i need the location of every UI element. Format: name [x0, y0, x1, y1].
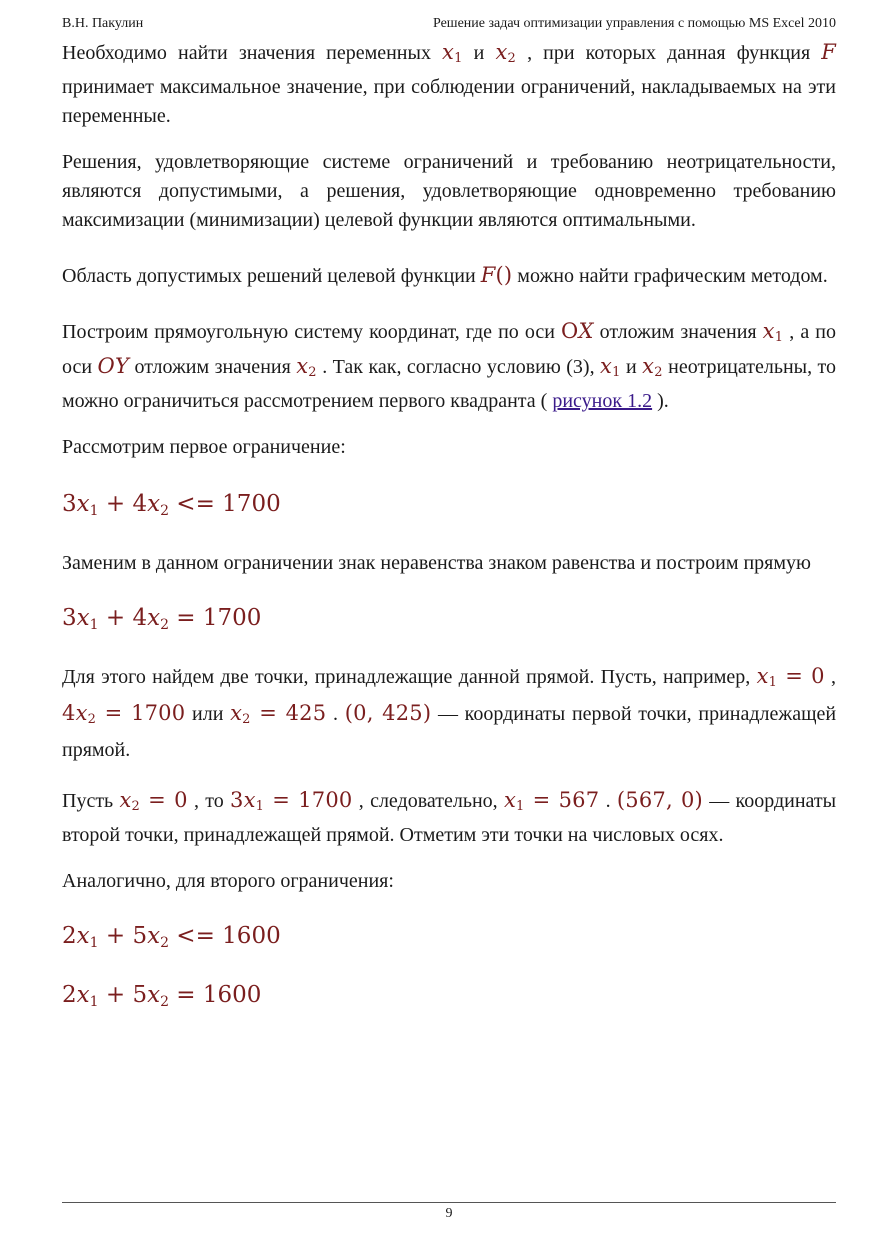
paragraph-second-point: Пусть $x_2 = 0$ , то $3x_1 = 1700$ , следовательно, $x_1 = 567$ . (567, 0) — координаты второй точки, принадлежащей прямой. Отметим эти точки на числовых осях. — [62, 788, 837, 846]
paragraph-feasible-region: Область допустимых решений целевой функции F() можно найти графическим методом. — [62, 263, 828, 287]
math-x1: $x_1$ — [442, 40, 463, 66]
formula-constraint1-ineq: $3x_1 + 4x_2 <= 1700$ — [62, 491, 281, 519]
formula-constraint2-ineq: $2x_1 + 5x_2 <= 1600$ — [62, 923, 281, 951]
document-page — [62, 0, 836, 1241]
math-F-func: F() — [480, 263, 513, 287]
formula-constraint1-eq: $3x_1 + 4x_2 = 1700$ — [62, 605, 262, 633]
paragraph-coordinate-system: Построим прямоугольную систему координат, где по оси OX отложим значения $x_1$ , а по оси OY отложим значения $x_2$ . Так как, согласно условию (3), $x_1$ и $x_2$ неотрицательны, то можно ограничиться рассмотрением первого квадранта ( рисунок 1.2 ). — [62, 319, 837, 412]
page-number: 9 — [445, 1206, 453, 1221]
math-x2-eq-0: $x_2 = 0$ — [119, 788, 188, 814]
math-F: F — [821, 40, 837, 64]
page-content — [62, 38, 836, 1018]
formula-constraint2-eq: $2x_1 + 5x_2 = 1600$ — [62, 982, 262, 1010]
paragraph-solutions: Решения, удовлетворяющие системе ограничений и требованию неотрицательности, являются допустимыми, а решения, удовлетворяющие одновременно требованию максимизации (минимизации) целевой функции являются оптимальными. — [62, 151, 836, 231]
math-x1-eq-567: $x_1 = 567$ — [503, 788, 600, 814]
page-header — [62, 16, 836, 32]
math-OY: OY — [97, 354, 130, 378]
paragraph-first-constraint: Рассмотрим первое ограничение: — [62, 436, 346, 458]
paragraph-intro: Необходимо найти значения переменных $x_1$ и $x_2$ , при которых данная функция F принимает максимальное значение, при соблюдении ограничений, накладываемых на эти переменные. — [62, 40, 837, 127]
math-point-1: (0, 425) — [344, 701, 432, 725]
math-x2: $x_2$ — [296, 354, 317, 380]
paragraph-first-point: Для этого найдем две точки, принадлежащие данной прямой. Пусть, например, $x_1 = 0$ , $4x_2 = 1700$ или $x_2 = 425$ . (0, 425) — координаты первой точки, принадлежащей прямой. — [62, 664, 837, 761]
header-author: В.Н. Пакулин — [62, 16, 144, 31]
math-x2: $x_2$ — [642, 354, 663, 380]
math-x1: $x_1$ — [600, 354, 621, 380]
math-x1-eq-0: $x_1 = 0$ — [756, 664, 825, 690]
math-x2: $x_2$ — [495, 40, 516, 66]
math-4x2-eq-1700: $4x_2 = 1700$ — [62, 701, 186, 727]
math-x1: $x_1$ — [762, 319, 784, 345]
math-x2-eq-425: $x_2 = 425$ — [230, 701, 327, 727]
header-title: Решение задач оптимизации управления с помощью MS Excel 2010 — [432, 16, 836, 31]
paragraph-second-constraint: Аналогично, для второго ограничения: — [62, 870, 394, 892]
footer-divider — [62, 1202, 836, 1203]
figure-link[interactable]: рисунок 1.2 — [552, 390, 653, 412]
math-3x1-eq-1700: $3x_1 = 1700$ — [230, 788, 353, 814]
math-point-2: (567, 0) — [616, 788, 703, 812]
math-OX: OX — [561, 319, 594, 343]
paragraph-replace-sign: Заменим в данном ограничении знак неравенства знаком равенства и построим прямую — [62, 552, 811, 574]
